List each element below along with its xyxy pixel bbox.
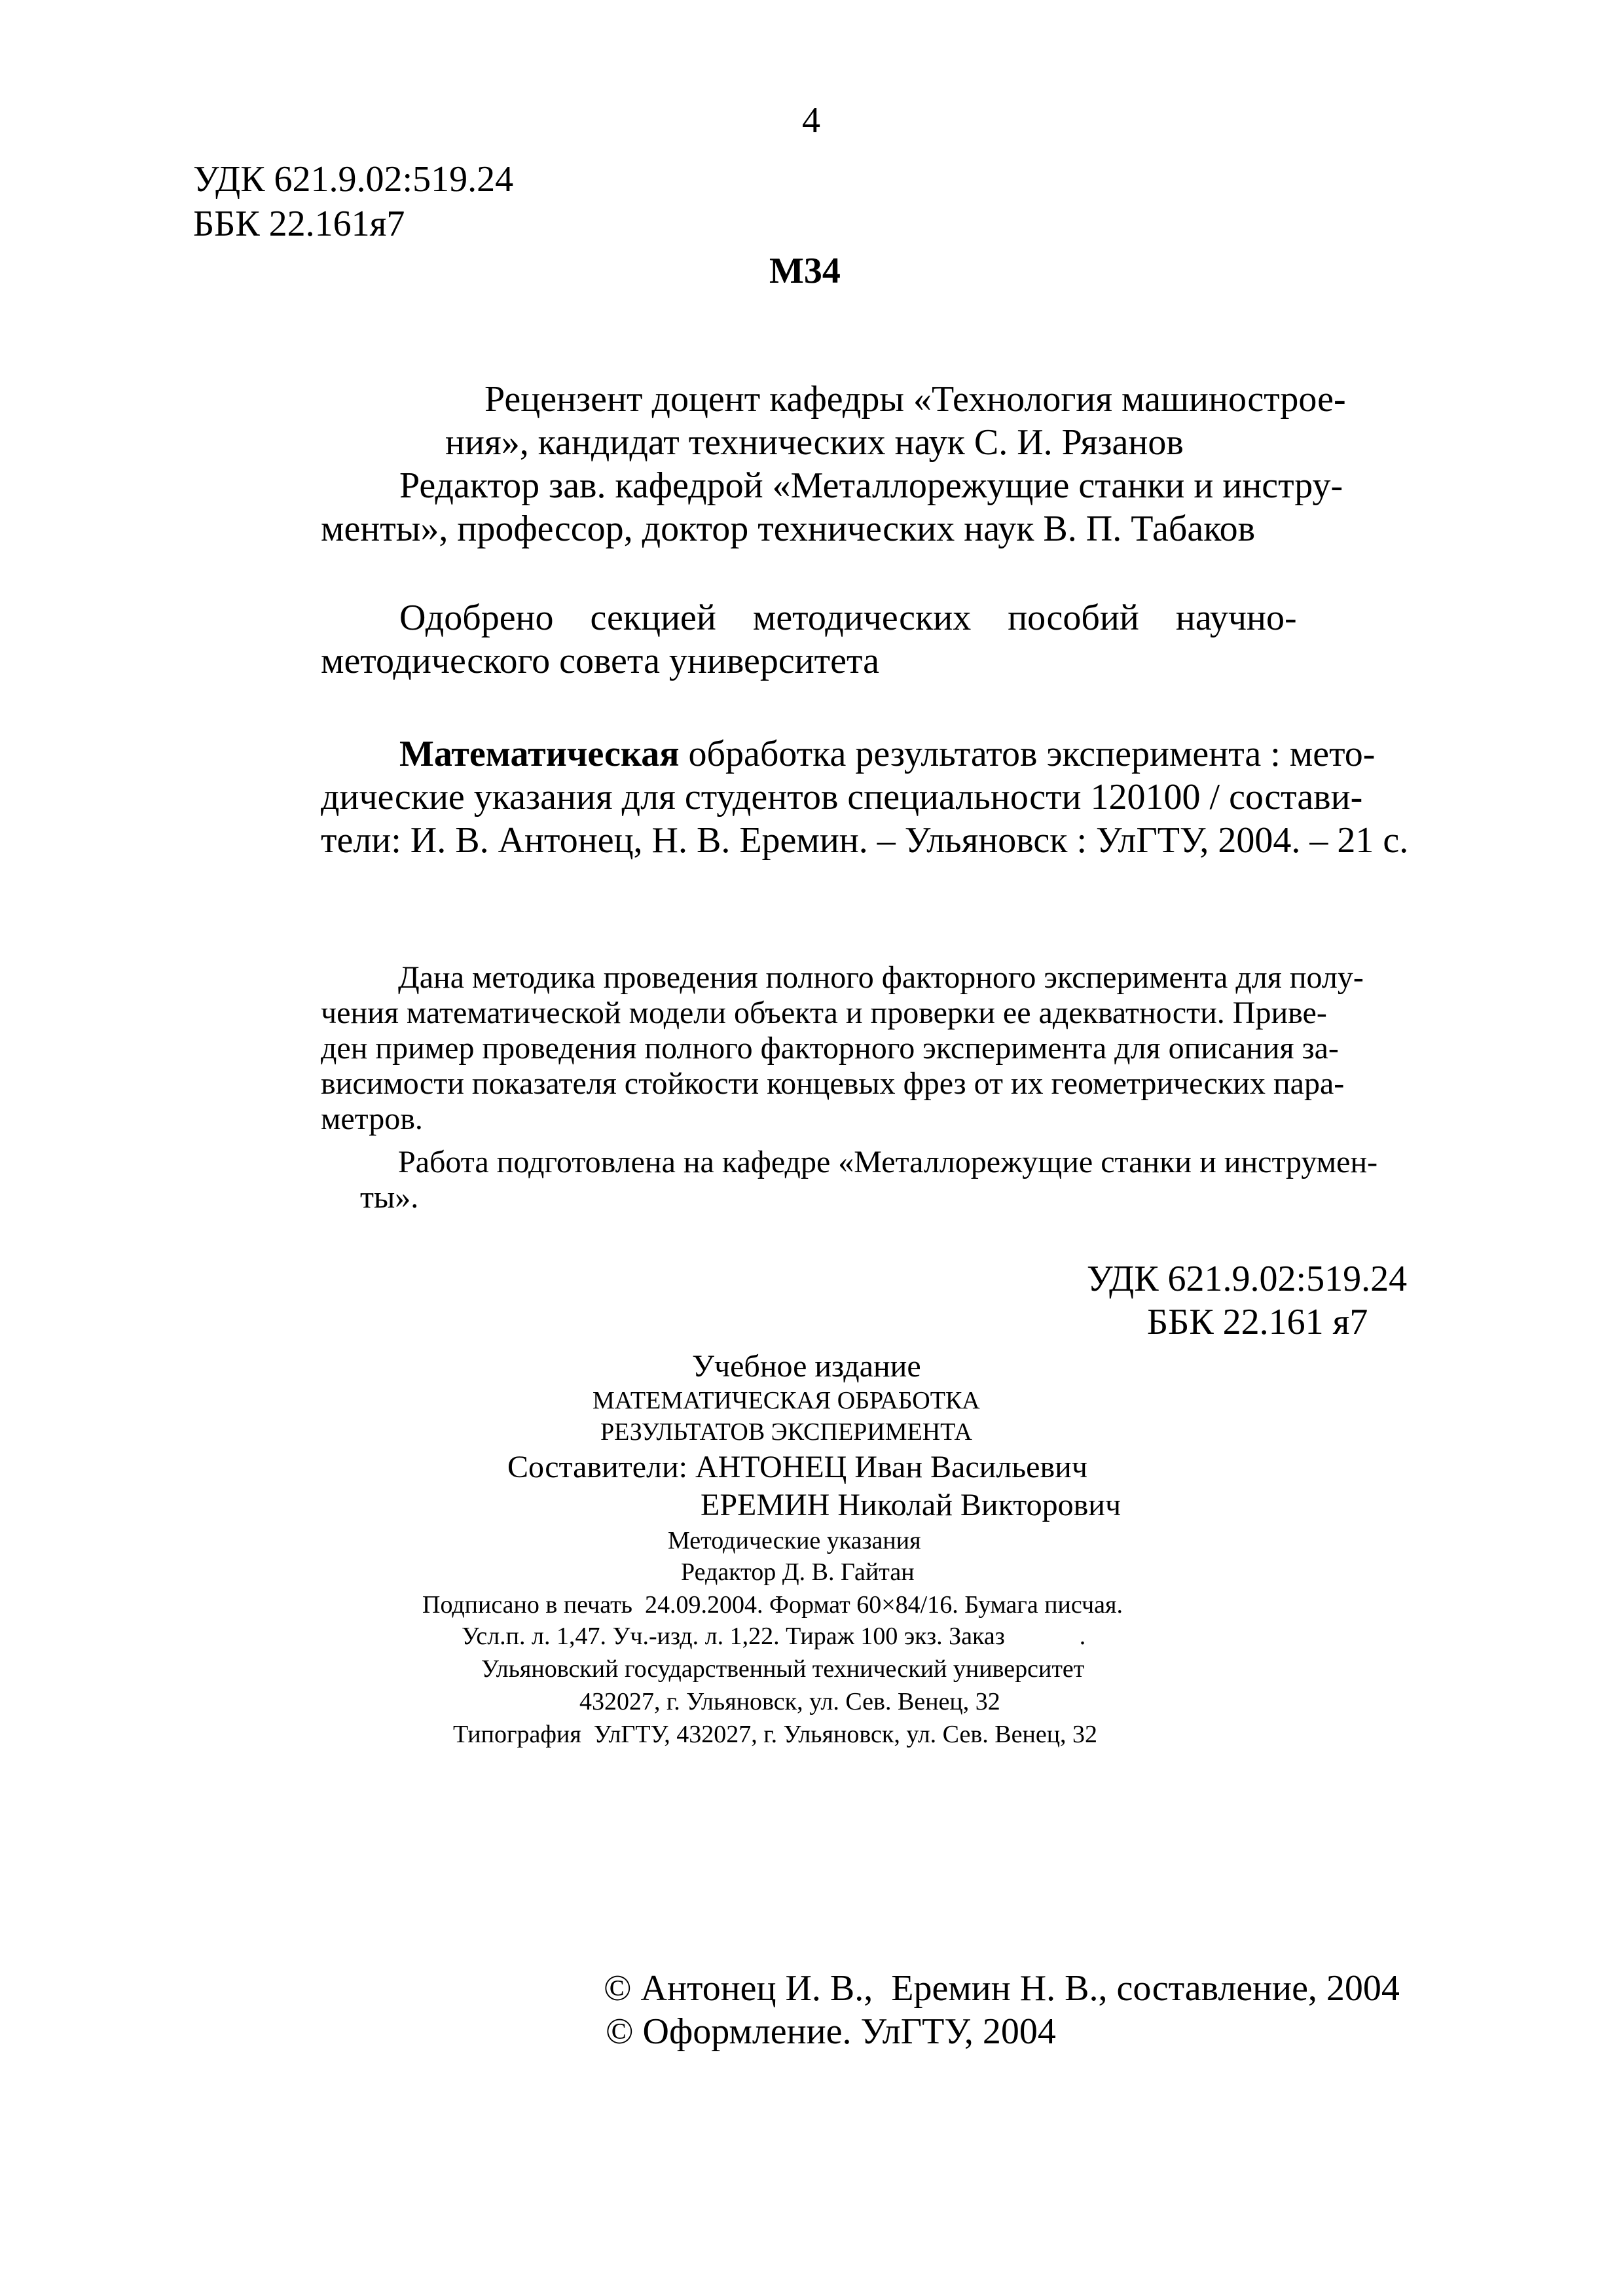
imprint-address: 432027, г. Ульяновск, ул. Сев. Венец, 32: [579, 1688, 1000, 1715]
udk-code-bottom: УДК 621.9.02:519.24: [1087, 1259, 1408, 1299]
imprint-compilers: Составители: АНТОНЕЦ Иван Васильевич: [507, 1450, 1087, 1484]
bbk-code-top: ББК 22.161я7: [193, 204, 405, 244]
reviewer-line-1: Рецензент доцент кафедры «Технология машинострое-: [484, 379, 1346, 420]
approved-line-2: методического совета университета: [321, 641, 879, 681]
citation-line-2: дические указания для студентов специальности 120100 / состави-: [321, 777, 1363, 817]
author-mark: М34: [769, 251, 841, 291]
imprint-title-line-1: МАТЕМАТИЧЕСКАЯ ОБРАБОТКА: [593, 1387, 980, 1414]
editor-line-1: Редактор зав. кафедрой «Металлорежущие станки и инстру-: [399, 465, 1343, 506]
page-number: 4: [802, 100, 820, 141]
abstract-line-5: метров.: [321, 1102, 423, 1136]
abstract-line-4: висимости показателя стойкости концевых фрез от их геометрических пара-: [321, 1066, 1345, 1101]
abstract-line-7: ты».: [360, 1180, 419, 1215]
citation-line-3: тели: И. В. Антонец, Н. В. Еремин. – Ульяновск : УлГТУ, 2004. – 21 с.: [321, 820, 1409, 861]
imprint-university: Ульяновский государственный технический университет: [481, 1655, 1085, 1683]
imprint-compiler-2: ЕРЕМИН Николай Викторович: [701, 1488, 1122, 1522]
citation-line-1: [399, 732, 1375, 776]
copyright-line-1: © Антонец И. В., Еремин Н. В., составление, 2004: [604, 1968, 1400, 2009]
imprint-title-line-2: РЕЗУЛЬТАТОВ ЭКСПЕРИМЕНТА: [600, 1418, 972, 1446]
copyright-line-2: © Оформление. УлГТУ, 2004: [606, 2011, 1056, 2052]
imprint-print-info: Усл.п. л. 1,47. Уч.-изд. л. 1,22. Тираж 100 экз. Заказ .: [462, 1623, 1086, 1650]
abstract-line-3: ден пример проведения полного факторного эксперимента для описания за-: [321, 1031, 1339, 1066]
abstract-line-2: чения математической модели объекта и проверки ее адекватности. Приве-: [321, 996, 1327, 1030]
abstract-line-6: Работа подготовлена на кафедре «Металлорежущие станки и инструмен-: [398, 1145, 1378, 1179]
imprint-printing-house: Типография УлГТУ, 432027, г. Ульяновск, ул. Сев. Венец, 32: [453, 1721, 1098, 1748]
udk-code-top: УДК 621.9.02:519.24: [193, 159, 514, 200]
approved-line-1: Одобрено секцией методических пособий научно-: [399, 598, 1297, 638]
bbk-code-bottom: ББК 22.161 я7: [1147, 1302, 1368, 1342]
imprint-signed: Подписано в печать 24.09.2004. Формат 60×84/16. Бумага писчая.: [422, 1591, 1123, 1619]
citation-title-bold: Математическая: [399, 734, 680, 774]
editor-line-2: менты», профессор, доктор технических наук В. П. Табаков: [321, 509, 1256, 549]
imprint-editor: Редактор Д. В. Гайтан: [681, 1558, 915, 1586]
citation-line-1-rest: обработка результатов эксперимента : мето-: [679, 734, 1376, 774]
abstract-line-1: Дана методика проведения полного факторного эксперимента для полу-: [398, 960, 1364, 995]
imprint-edition-type: Учебное издание: [692, 1349, 921, 1384]
imprint-doc-type: Методические указания: [668, 1527, 921, 1554]
reviewer-line-2: ния», кандидат технических наук С. И. Рязанов: [445, 422, 1184, 463]
